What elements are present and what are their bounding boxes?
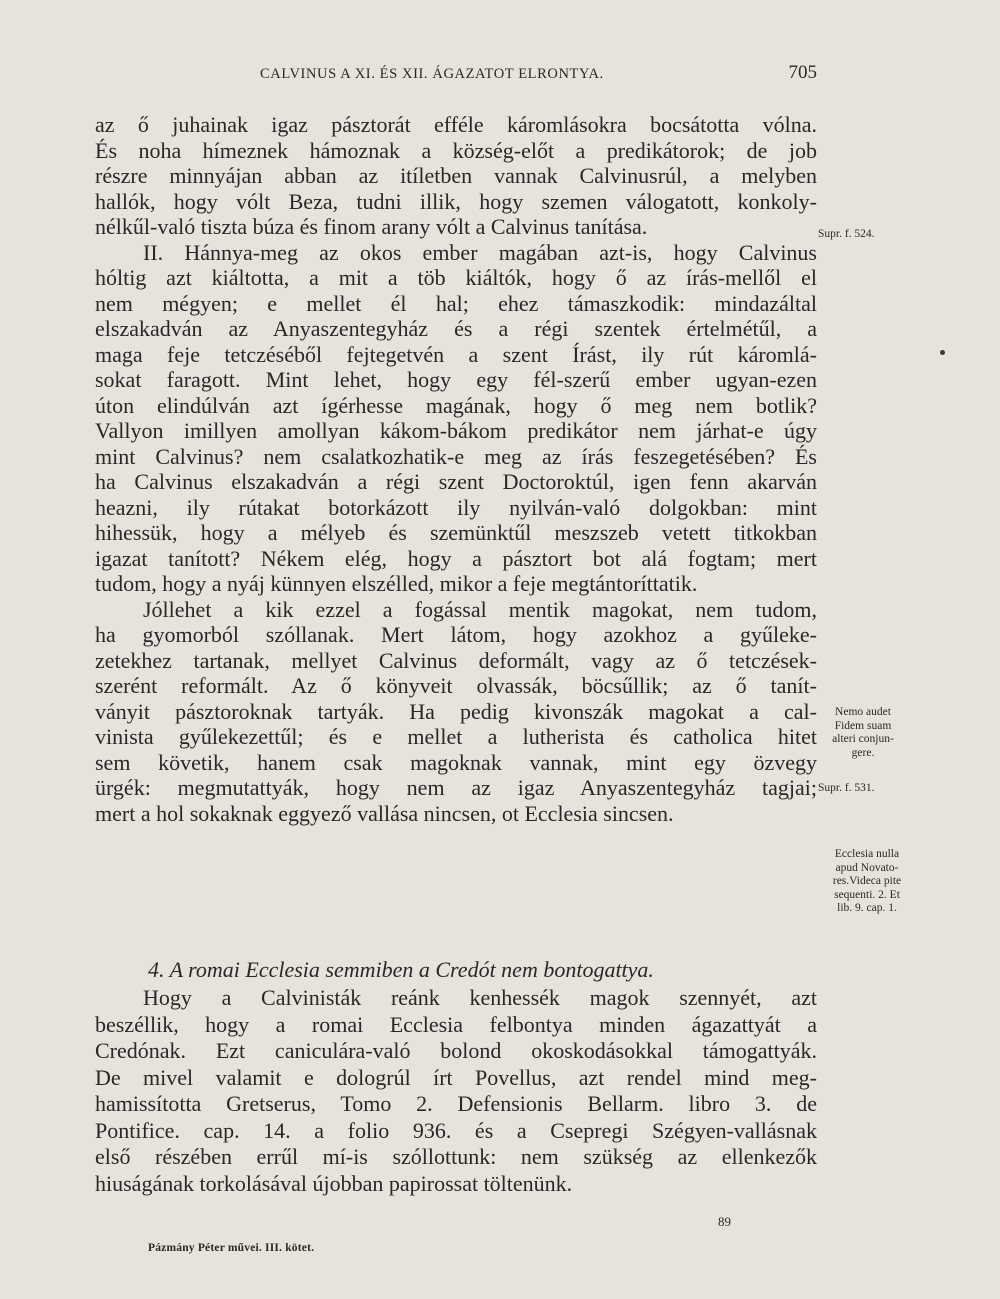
text-line: ha gyomorból szóllanak. Mert látom, hogy azokhoz a gyűleke- <box>95 622 817 647</box>
margin-note-line: Supr. f. 531. <box>818 782 875 794</box>
margin-note-latin <box>818 706 908 760</box>
margin-note-line: sequenti. 2. Et <box>834 888 900 901</box>
page-footer: Pázmány Péter művei. III. kötet. <box>148 1242 315 1254</box>
margin-note-line: Supr. f. 524. <box>818 228 875 240</box>
main-body-text <box>95 112 817 826</box>
text-line: elszakadván az Anyaszentegyház és a régi szentek értelmétűl, a <box>95 316 817 341</box>
text-line: vinista gyűlekezettűl; és e mellet a lutherista és catholica hitet <box>95 724 817 749</box>
text-line: sem követik, hanem csak magoknak vannak, mint egy özvegy <box>95 749 817 775</box>
margin-note-line: gere. <box>851 746 875 759</box>
margin-note-line: alteri conjun- <box>832 733 894 745</box>
text-line: heazni, ily rútakat botorkázott ily nyilván-való dolgokban: mint <box>95 494 817 520</box>
margin-note-reference <box>818 782 875 796</box>
margin-note-line: Ecclesia nulla <box>834 848 900 860</box>
ink-speck <box>940 350 945 355</box>
text-line: sokat faragott. Mint lehet, hogy egy fél-szerű ember ugyan-ezen <box>95 367 817 392</box>
text-line: nélkűl-való tiszta búza és finom arany vólt a Calvinus tanítása. <box>95 214 648 239</box>
text-line: részre minnyájan abban az itíletben vannak Calvinusrúl, a melyben <box>95 163 817 188</box>
text-line: beszéllik, hogy a romai Ecclesia felbontya minden ágazattyát a <box>95 1011 817 1037</box>
signature-mark: 89 <box>718 1214 731 1229</box>
text-line: az ő juhainak igaz pásztorát efféle káromlásokra bocsátotta vólna. <box>95 112 817 137</box>
text-line: ürgék: megmutattyák, hogy nem az igaz Anyaszentegyház tagjai; <box>95 775 817 800</box>
text-line: Vallyon imillyen amollyan kákom-bákom predikátor nem járhat-e úgy <box>95 418 817 443</box>
margin-note-line: Fidem suam <box>834 719 892 732</box>
section-heading: 4. A romai Ecclesia semmiben a Credót nem bontogattya. <box>148 957 654 982</box>
text-line: mint Calvinus? nem csalatkozhatik-e meg az írás feszegetésében? És <box>95 443 817 469</box>
text-line: szerént reformált. Az ő könyveit olvassák, böcsűllik; az ő tanít- <box>95 673 817 698</box>
text-line: nem mégyen; e mellet él hal; ehez támaszkodik: mindazáltal <box>95 290 817 316</box>
text-line: igazat tanított? Nékem elég, hogy a pásztort bot alá fogtam; mert <box>95 545 817 571</box>
text-line: Credónak. Ezt caniculára-való bolond okoskodásokkal támogattyák. <box>95 1038 817 1063</box>
text-line: mert a hol sokaknak eggyező vallása nincsen, ot Ecclesia sincsen. <box>95 800 674 826</box>
text-line: Jóllehet a kik ezzel a fogással mentik magokat, nem tudom, <box>143 596 817 622</box>
page-header <box>95 62 825 88</box>
text-line: És noha hímeznek hámoznak a község-előt a predikátorok; de job <box>95 137 817 163</box>
text-line: hamissította Gretserus, Tomo 2. Defensionis Bellarm. libro 3. de <box>95 1091 817 1116</box>
margin-note-line: Nemo audet <box>835 706 891 718</box>
margin-note-line: apud Novato- <box>835 861 899 874</box>
text-line: hiuságának torkolásával újobban papirossat töltenünk. <box>95 1170 573 1196</box>
text-line: De mivel valamit e dologrúl írt Povellus, azt rendel mind meg- <box>95 1064 817 1090</box>
text-line: hihessük, hogy a mélyeb és szemünktűl meszszeb vetett titkokban <box>95 520 817 545</box>
margin-note-latin <box>818 848 916 916</box>
running-title: CALVINUS A XI. ÉS XII. ÁGAZATOT ELRONTYA. <box>260 66 604 82</box>
section-body-text <box>95 985 817 1197</box>
text-line: maga feje tetczéséből fejtegetvén a szent Írást, ily rút káromlá- <box>95 341 817 367</box>
margin-note-reference <box>818 228 875 242</box>
margin-note-line: lib. 9. cap. 1. <box>837 902 897 914</box>
text-line: zetekhez tartanak, mellyet Calvinus deformált, vagy az ő tetczések- <box>95 647 817 673</box>
text-line: tudom, hogy a nyáj künnyen elszélled, mikor a feje megtántoríttatik. <box>95 571 698 596</box>
margin-note-line: res.Videca pite <box>832 875 902 887</box>
text-line: úton elindúlván azt ígérhesse magának, hogy ő meg nem botlik? <box>95 392 817 418</box>
text-line: első részében errűl mí-is szóllottunk: nem szükség az ellenkezők <box>95 1144 817 1169</box>
text-line: ha Calvinus elszakadván a régi szent Doctoroktúl, igen fenn akarván <box>95 469 817 494</box>
text-line: II. Hánnya-meg az okos ember magában azt-is, hogy Calvinus <box>143 239 817 265</box>
page-number: 705 <box>788 62 817 83</box>
text-line: hóltig azt kiáltotta, a mit a töb kiáltók, hogy ő az írás-mellől el <box>95 265 817 290</box>
text-line: ványit pásztoroknak tartyák. Ha pedig kivonszák magokat a cal- <box>95 698 817 724</box>
text-line: Hogy a Calvinisták reánk kenhessék magok szennyét, azt <box>143 985 817 1010</box>
text-line: hallók, hogy vólt Beza, tudni illik, hogy szemen válogatott, konkoly- <box>95 188 817 214</box>
text-line: Pontifice. cap. 14. a folio 936. és a Csepregi Szégyen-vallásnak <box>95 1117 817 1143</box>
